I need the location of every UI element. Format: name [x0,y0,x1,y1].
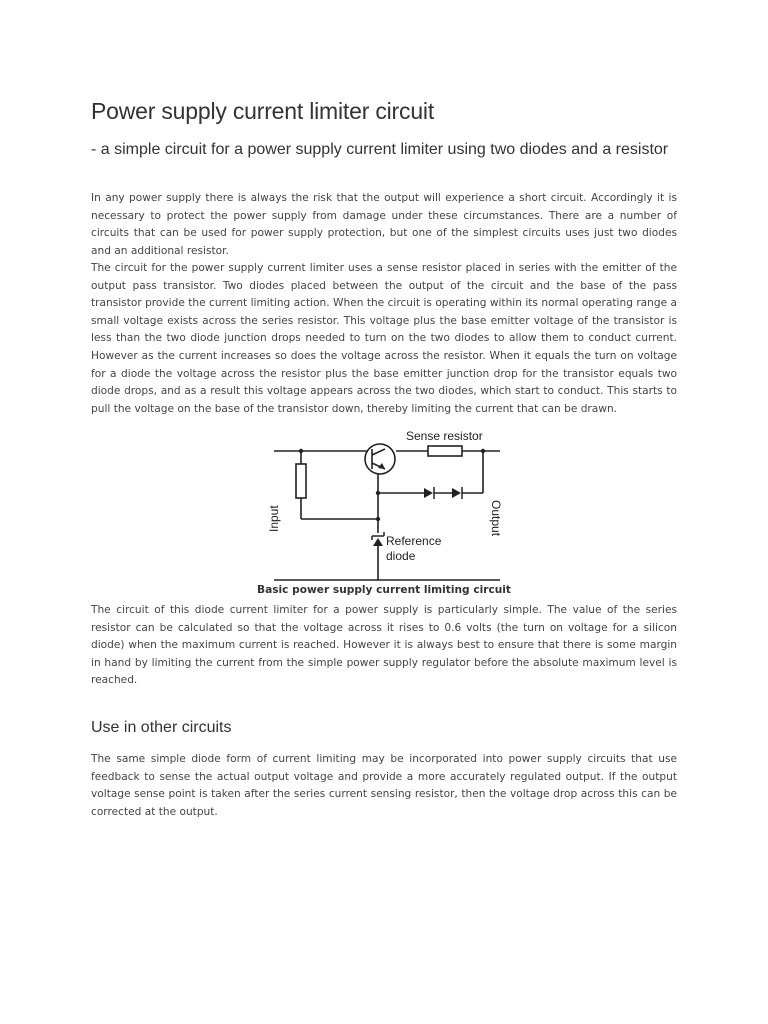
paragraph-other-circuits: The same simple diode form of current limiting may be incorporated into power supply circuits that use feedback to sense the actual output voltage and provide a more accurately regulated output. If the output voltage sense point is taken after the series current sensing resistor, then the voltage drop across this can be corrected at the output. [91,753,677,818]
bias-resistor [296,464,306,498]
section-heading: Use in other circuits [91,719,232,736]
pass-transistor [365,444,395,474]
paragraph-circuit-description: The circuit for the power supply current limiter uses a sense resistor placed in series with the emitter of the output pass transistor. Two diodes placed between the output of the circuit and the base of the pass transistor provide the current limiting action. When the circuit is operating within its normal operating range a small voltage exists across the series resistor. This voltage plus the base emitter voltage of the transistor is less than the two diode junction drops needed to turn on the two diodes to allow them to conduct current. However as the current increases so does the voltage across the resistor. When it equals the turn on voltage for a diode the voltage across the resistor plus the base emitter junction drop for the transistor equals two diode drops, and as a result this voltage appears across the two diodes, which start to conduct. This starts to pull the voltage on the base of the transistor down, thereby limiting the current that can be drawn. [91,262,677,415]
paragraph-calculation: The circuit of this diode current limiter for a power supply is particularly simple. The value of the series resistor can be calculated so that the voltage across it rises to 0.6 volts (the turn on voltage for a silicon diode) when the maximum current is reached. However it is always best to ensure that there is some margin in hand by limiting the current from the simple power supply regulator before the absolute maximum level is reached. [91,604,677,687]
label-reference: Reference [386,534,442,548]
label-diode: diode [386,549,416,563]
label-input: Input [267,505,281,532]
sense-resistor [428,446,462,456]
page-title: Power supply current limiter circuit [91,98,435,124]
diode-1 [424,488,433,498]
paragraph-intro: In any power supply there is always the risk that the output will experience a short circuit. Accordingly it is necessary to protect the power supply from damage under these circumstances. There are a number of circuits that can be used for power supply protection, but one of the simplest circuits uses just two diodes and an additional resistor. [91,192,677,257]
label-output: Output [489,500,503,537]
reference-diode [373,538,383,546]
page-subtitle: - a simple circuit for a power supply current limiter using two diodes and a resistor [91,141,669,158]
diode-2 [452,488,461,498]
circuit-diagram [262,428,512,584]
label-sense-resistor: Sense resistor [406,429,483,443]
figure-caption: Basic power supply current limiting circuit [257,584,511,596]
